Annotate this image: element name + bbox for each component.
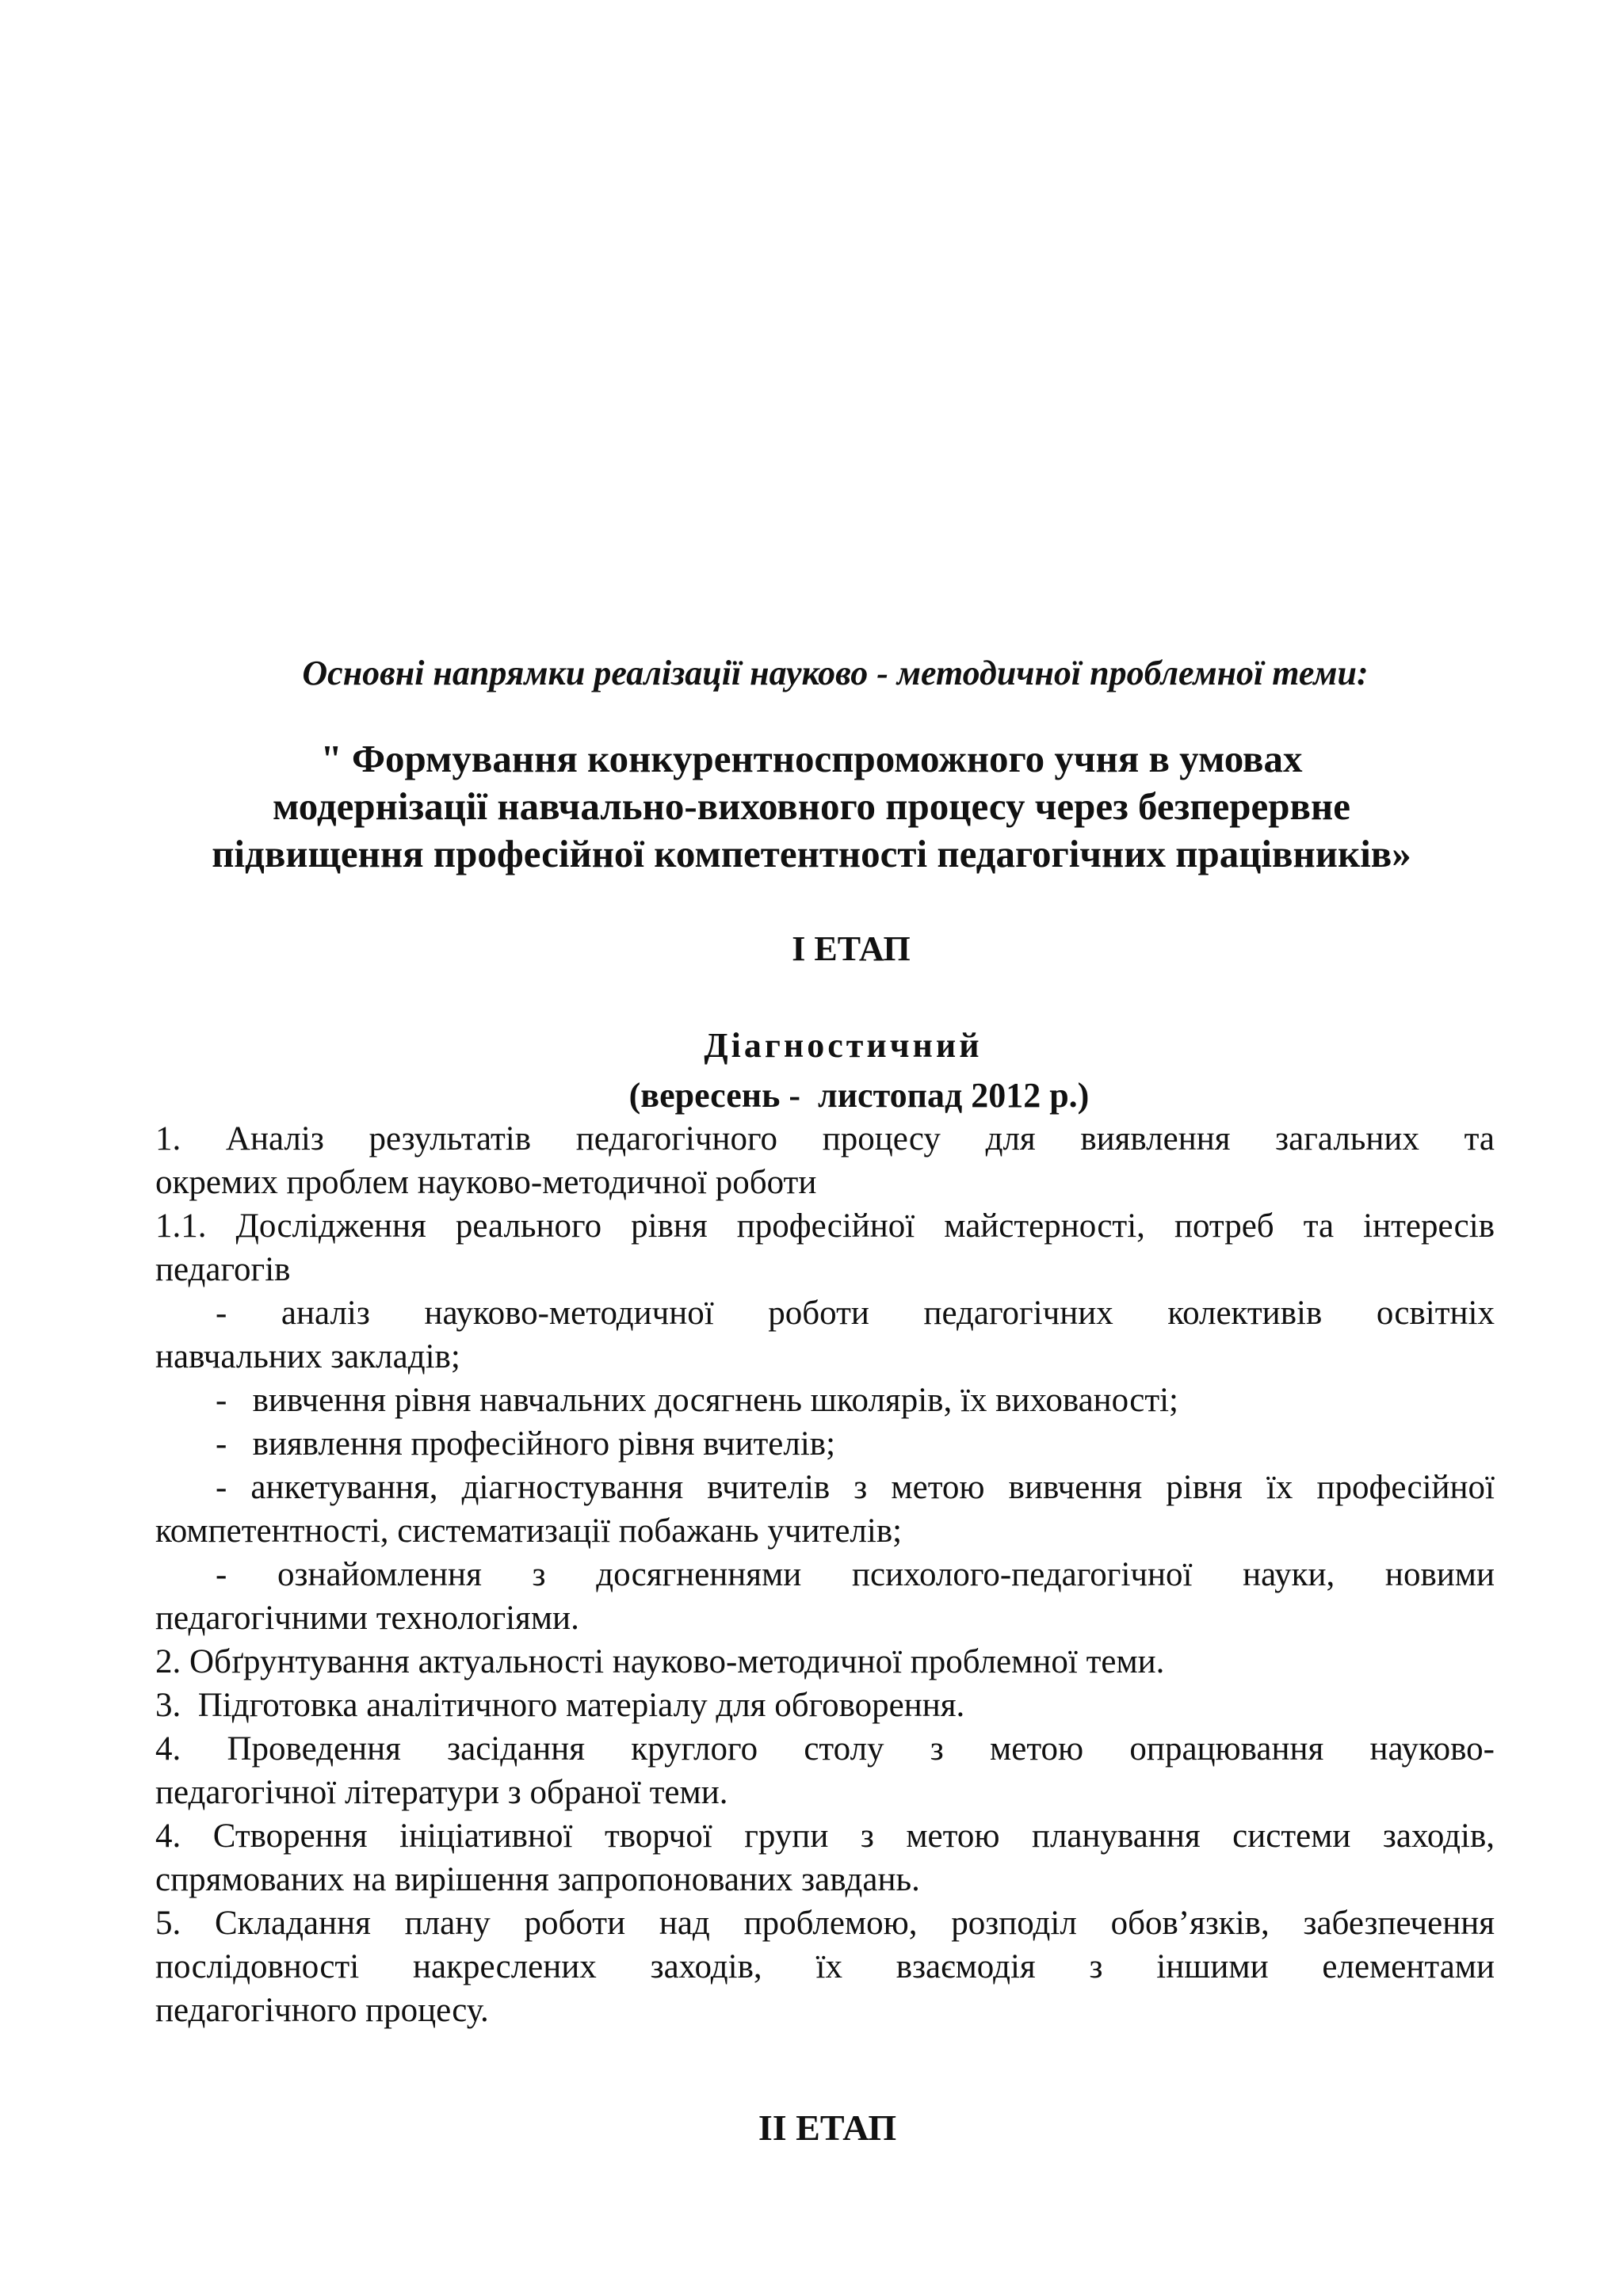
list-item bbox=[155, 1117, 1495, 1204]
list-item bbox=[155, 1814, 1495, 1901]
list-item bbox=[155, 1204, 1495, 1291]
list-item bbox=[155, 1727, 1495, 1814]
item-line: 1.1. Дослідження реального рівня професійної майстерності, потреб та інтересів bbox=[155, 1207, 1495, 1245]
list-item bbox=[155, 1379, 1495, 1422]
item-line: 1. Аналіз результатів педагогічного процесу для виявлення загальних та bbox=[155, 1120, 1495, 1158]
stage-2-heading: ІІ ЕТАП bbox=[758, 2107, 897, 2148]
subtitle: Основні напрямки реалізації науково - методичної проблемної теми: bbox=[302, 654, 1369, 692]
list-item bbox=[155, 1901, 1495, 2032]
item-line: педагогічної літератури з обраної теми. bbox=[155, 1774, 728, 1811]
list-item bbox=[155, 1684, 1495, 1727]
item-line: навчальних закладів; bbox=[155, 1338, 460, 1375]
item-line: 2. Обґрунтування актуальності науково-методичної проблемної теми. bbox=[155, 1643, 1165, 1680]
theme-line: модернізації навчально-виховного процесу через безперервне bbox=[273, 784, 1350, 828]
item-line: спрямованих на вирішення запропонованих завдань. bbox=[155, 1861, 920, 1898]
item-line: компетентності, систематизації побажань учителів; bbox=[155, 1512, 903, 1550]
item-line: 5. Складання плану роботи над проблемою, розподіл обов’язків, забезпечення bbox=[155, 1905, 1495, 1942]
list-item bbox=[155, 1466, 1495, 1553]
item-line: окремих проблем науково-методичної роботи bbox=[155, 1164, 817, 1201]
stage-1-heading: І ЕТАП bbox=[792, 929, 911, 968]
list-item bbox=[155, 1553, 1495, 1640]
stage-1-items bbox=[155, 1117, 1495, 2032]
item-line: педагогів bbox=[155, 1251, 291, 1288]
list-item bbox=[155, 1291, 1495, 1379]
item-line: - виявлення професійного рівня вчителів; bbox=[216, 1425, 836, 1463]
item-line: - вивчення рівня навчальних досягнень школярів, їх вихованості; bbox=[216, 1382, 1179, 1419]
list-item bbox=[155, 1422, 1495, 1466]
stage-1-period: (вересень - листопад 2012 р.) bbox=[628, 1076, 1090, 1115]
list-item bbox=[155, 1640, 1495, 1684]
item-line: 4. Проведення засідання круглого столу з метою опрацювання науково- bbox=[155, 1730, 1495, 1768]
item-line: - анкетування, діагностування вчителів з метою вивчення рівня їх професійної bbox=[216, 1469, 1495, 1506]
item-line: - аналіз науково-методичної роботи педагогічних колективів освітніх bbox=[216, 1295, 1495, 1332]
item-line: - ознайомлення з досягненнями психолого-педагогічної науки, новими bbox=[216, 1556, 1495, 1593]
item-line: педагогічними технологіями. bbox=[155, 1600, 579, 1637]
theme-title bbox=[111, 735, 1512, 878]
item-line: педагогічного процесу. bbox=[155, 1992, 489, 2029]
theme-line: підвищення професійної компетентності педагогічних працівників» bbox=[212, 832, 1411, 875]
stage-1-name: Діагностичний bbox=[704, 1026, 983, 1065]
item-line: 4. Створення ініціативної творчої групи з метою планування системи заходів, bbox=[155, 1817, 1495, 1855]
item-line: 3. Підготовка аналітичного матеріалу для обговорення. bbox=[155, 1687, 965, 1724]
theme-line: " Формування конкурентноспроможного учня в умовах bbox=[320, 737, 1303, 780]
item-line: послідовності накреслених заходів, їх взаємодія з іншими елементами bbox=[155, 1948, 1495, 1985]
